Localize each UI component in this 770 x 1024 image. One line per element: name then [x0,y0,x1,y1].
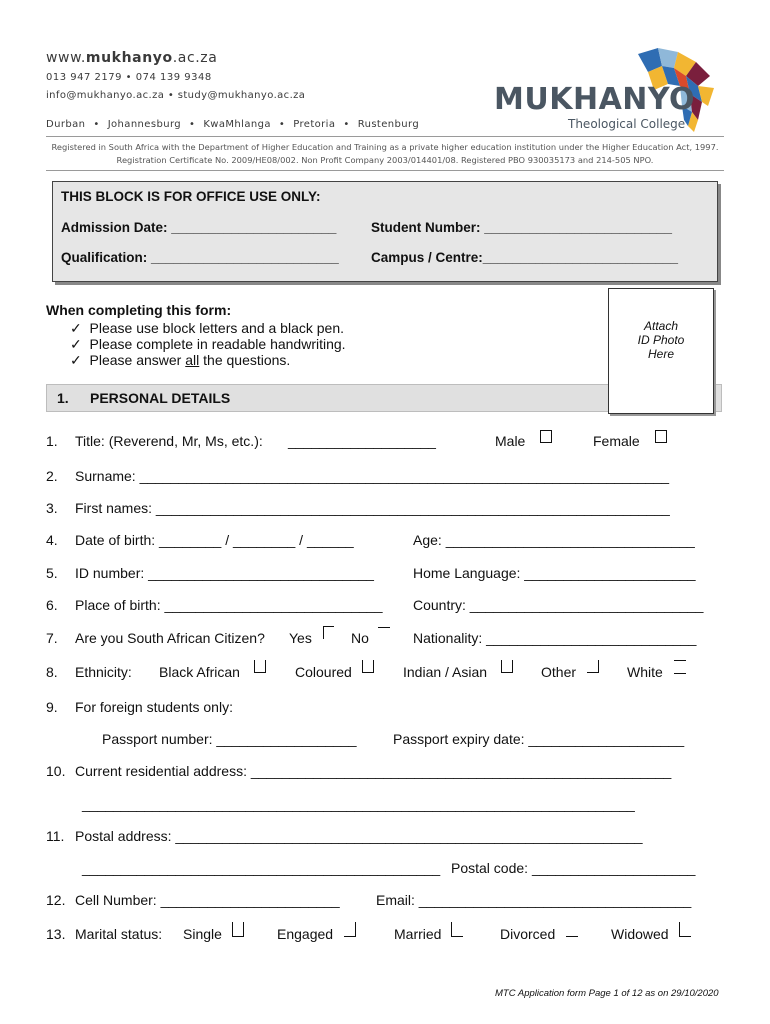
check-icon: ✓ [70,352,82,368]
passport-expiry-field[interactable]: Passport expiry date: ____________________ [393,731,685,747]
citizen-yes-label: Yes [289,630,312,646]
website-url[interactable]: www.mukhanyo.ac.za [46,50,218,66]
ethnicity-white-checkbox[interactable] [674,660,686,674]
citizen-no-checkbox[interactable] [378,627,390,628]
citizen-yes-checkbox[interactable] [323,626,334,639]
ethnicity-black-african-label: Black African [159,664,240,680]
field-number: 2. [46,468,58,484]
student-number-field[interactable]: Student Number: _________________________ [371,220,672,235]
email-field[interactable]: Email: ___________________________________ [376,892,692,908]
campus-johannesburg: Johannesburg [107,119,182,130]
campus-kwamhlanga: KwaMhlanga [203,119,271,130]
qualification-field[interactable]: Qualification: _________________________ [61,250,339,265]
campus-list: Durban • Johannesburg • KwaMhlanga • Pretoria • Rustenburg [46,119,420,130]
postal-code-field[interactable]: Postal code: _____________________ [451,860,696,876]
cell-number-field[interactable]: Cell Number: _______________________ [75,892,340,908]
registration-text: Registered in South Africa with the Department of Higher Education and Training as a private higher education institution under the Higher Education Act, 1997. Registration Certificate No. 2009/HE08/002. Non Profit Company 2003/014401/08. Registered PBO 930035173 and 214-505 NPO. [51,142,719,165]
ethnicity-indian-asian-checkbox[interactable] [501,660,513,673]
logo-subtitle: Theological College [568,117,686,131]
check-icon: ✓ [70,320,82,336]
marital-status-label: Marital status: [75,926,163,942]
section-number: 1. [57,390,69,406]
phone-numbers: 013 947 2179 • 074 139 9348 [46,72,212,83]
check-icon: ✓ [70,336,82,352]
first-names-field[interactable]: First names: __________________________________________________________________ [75,500,670,516]
marital-single-checkbox[interactable] [232,922,244,937]
office-use-block [52,181,718,282]
instructions-title: When completing this form: [46,302,232,318]
field-number: 12. [46,892,66,908]
field-number: 5. [46,565,58,581]
ethnicity-other-label: Other [541,664,577,680]
male-label: Male [495,433,526,449]
home-language-field[interactable]: Home Language: ______________________ [413,565,696,581]
postal-address-field[interactable]: Postal address: ____________________________________________________________ [75,828,643,844]
citizen-no-label: No [351,630,369,646]
marital-divorced-label: Divorced [500,926,556,942]
postal-address-line2[interactable]: ______________________________________________ [82,860,441,876]
id-number-field[interactable]: ID number: _____________________________ [75,565,374,581]
field-number: 11. [46,828,65,844]
marital-married-label: Married [394,926,442,942]
id-photo-box[interactable] [608,288,714,414]
ethnicity-coloured-checkbox[interactable] [362,660,374,673]
field-number: 6. [46,597,58,613]
title-input[interactable]: ___________________ [288,433,436,449]
ethnicity-white-label: White [627,664,663,680]
passport-number-field[interactable]: Passport number: __________________ [102,731,357,747]
citizen-question: Are you South African Citizen? [75,630,265,646]
male-checkbox[interactable] [540,430,552,443]
field-number: 3. [46,500,58,516]
foreign-students-label: For foreign students only: [75,699,233,715]
ethnicity-label: Ethnicity: [75,664,132,680]
field-number: 7. [46,630,58,646]
campus-durban: Durban [46,119,86,130]
field-number: 10. [46,763,66,779]
ethnicity-black-african-checkbox[interactable] [254,660,266,673]
email-addresses[interactable]: info@mukhanyo.ac.za • study@mukhanyo.ac.za [46,90,306,101]
field-number: 13. [46,926,66,942]
age-field[interactable]: Age: ________________________________ [413,532,695,548]
page-footer: MTC Application form Page 1 of 12 as on 29/10/2020 [495,988,719,999]
marital-single-label: Single [183,926,222,942]
surname-field[interactable]: Surname: ____________________________________________________________________ [75,468,670,484]
ethnicity-coloured-label: Coloured [295,664,352,680]
office-block-title: THIS BLOCK IS FOR OFFICE USE ONLY: [61,189,321,204]
marital-engaged-checkbox[interactable] [344,922,356,937]
logo-wordmark: MUKHANYO [494,82,696,117]
campus-pretoria: Pretoria [293,119,336,130]
ethnicity-indian-asian-label: Indian / Asian [403,664,488,680]
photo-instruction: Attach ID Photo Here [637,319,685,361]
field-number: 4. [46,532,58,548]
marital-married-checkbox[interactable] [451,922,463,937]
marital-engaged-label: Engaged [277,926,334,942]
marital-widowed-label: Widowed [611,926,669,942]
field-number: 9. [46,699,58,715]
campus-rustenburg: Rustenburg [357,119,420,130]
instruction-item: ✓ Please complete in readable handwriting. [70,336,346,352]
campus-centre-field[interactable]: Campus / Centre:__________________________ [371,250,678,265]
residential-address-field[interactable]: Current residential address: ______________________________________________________ [75,763,672,779]
title-label: Title: (Reverend, Mr, Ms, etc.): [75,433,263,449]
admission-date-field[interactable]: Admission Date: ______________________ [61,220,337,235]
date-of-birth-field[interactable]: Date of birth: ________ / ________ / ______ [75,532,354,548]
nationality-field[interactable]: Nationality: ___________________________ [413,630,697,646]
marital-divorced-checkbox[interactable] [566,936,578,937]
marital-widowed-checkbox[interactable] [679,922,691,937]
place-of-birth-field[interactable]: Place of birth: ____________________________ [75,597,383,613]
header-divider-bottom [46,170,724,171]
section-title: PERSONAL DETAILS [90,390,231,406]
instruction-item: ✓ Please answer all the questions. [70,352,291,368]
field-number: 8. [46,664,58,680]
ethnicity-other-checkbox[interactable] [587,660,599,673]
field-number: 1. [46,433,58,449]
instruction-item: ✓ Please use block letters and a black pen. [70,320,345,336]
country-field[interactable]: Country: ______________________________ [413,597,704,613]
female-checkbox[interactable] [655,430,667,443]
header-divider-top [46,136,724,137]
female-label: Female [593,433,640,449]
residential-address-line2[interactable]: _______________________________________________________________________ [82,796,635,812]
